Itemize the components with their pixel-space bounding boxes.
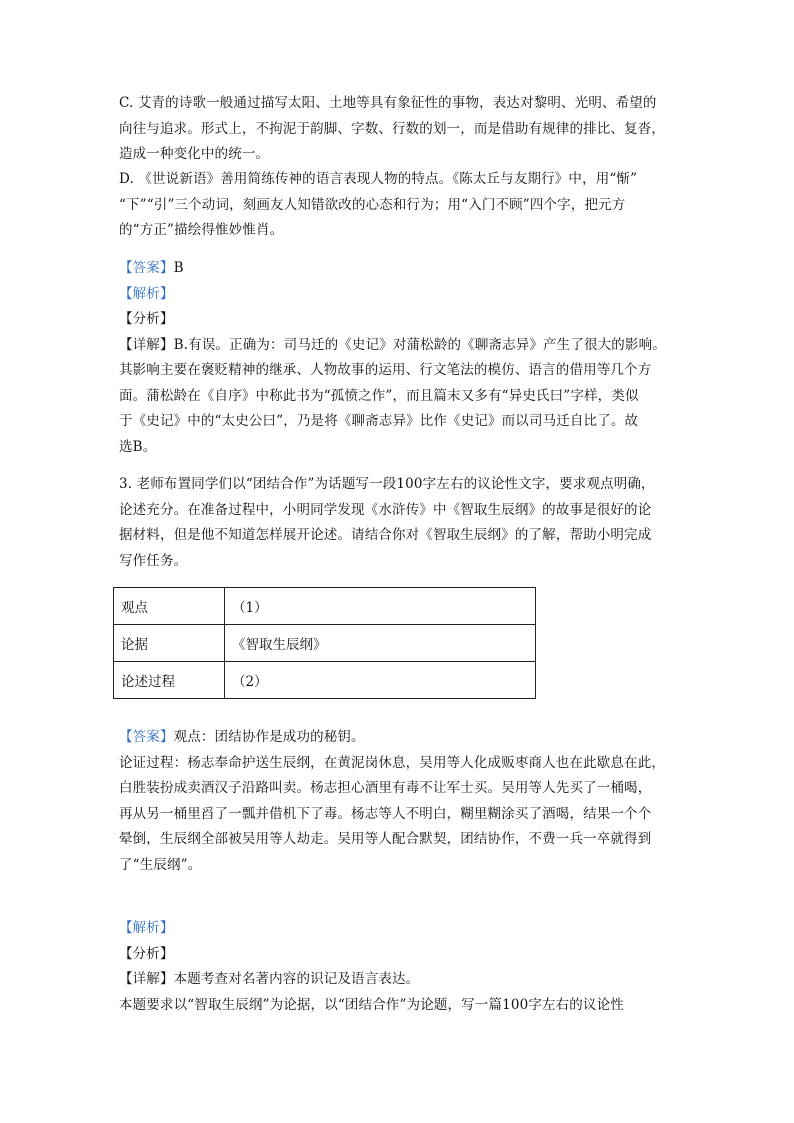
table-row <box>114 662 536 699</box>
text-line: 本题要求以“智取生辰纲”为论据，以“团结合作”为论题，写一篇100字左右的议论性 <box>119 996 624 1013</box>
fenxi-line <box>119 942 679 968</box>
xiangjie-text: 本题考查对名著内容的识记及语言表达。 <box>173 971 420 987</box>
text-line: 了“生辰纲”。 <box>119 856 202 873</box>
xiangjie-line <box>119 967 679 993</box>
text-line: 论证过程：杨志奉命护送生辰纲，在黄泥岗休息，吴用等人化成贩枣商人也在此歇息在此， <box>119 754 665 771</box>
text-line: 面。蒲松龄在《自序》中称此书为“孤愤之作”，而且篇末又多有“异史氏曰”字样，类似 <box>119 387 639 404</box>
answer-tag: 【答案】 <box>119 729 174 745</box>
fenxi-line <box>119 307 679 333</box>
text-line: C. 艾青的诗歌一般通过描写太阳、土地等具有象征性的事物，表达对黎明、光明、希望的 <box>119 95 657 111</box>
question-3 <box>119 472 679 574</box>
table-cell-value: 《智取生辰纲》 <box>225 625 536 662</box>
answer-line <box>119 256 679 282</box>
jiexi-line <box>119 282 679 308</box>
answer-3 <box>119 725 679 878</box>
fenxi-tag: 【分析】 <box>119 311 174 327</box>
text-line: 选B。 <box>119 438 157 455</box>
analysis-3 <box>119 916 679 1018</box>
answer-2 <box>119 256 679 460</box>
option-d <box>119 167 679 244</box>
xiangjie-line <box>119 333 679 359</box>
table-row <box>114 588 536 625</box>
table-cell-label: 论述过程 <box>114 662 225 699</box>
text-line: 3. 老师布置同学们以“团结合作”为话题写一段100字左右的议论性文字，要求观点明确， <box>119 476 655 492</box>
text-line: 晕倒，生辰纲全部被吴用等人劫走。吴用等人配合默契，团结协作，不费一兵一卒就得到 <box>119 831 652 847</box>
text-line: 写作任务。 <box>119 552 188 569</box>
text-line: 论述充分。在准备过程中，小明同学发现《水浒传》中《智取生辰纲》的故事是很好的论 <box>119 501 652 518</box>
text-line: 向往与追求。形式上，不拘泥于韵脚、字数、行数的划一，而是借助有规律的排比、复沓， <box>119 120 665 137</box>
answer-value: B <box>173 260 184 276</box>
answer-line <box>119 725 679 751</box>
task-table <box>113 587 536 699</box>
text-line: 造成一种变化中的统一。 <box>119 146 270 162</box>
table-row <box>114 625 536 662</box>
answer-tag: 【答案】 <box>119 260 174 276</box>
table-cell-label: 论据 <box>114 625 225 662</box>
table-cell-value: （2） <box>225 662 536 699</box>
text-line: “下”“引”三个动词，刻画友人知错欲改的心态和行为；用“入门不顾”四个字，把元方 <box>119 196 626 213</box>
text-line: D. 《世说新语》善用简练传神的语言表现人物的特点。《陈太丘与友期行》中，用“惭” <box>119 171 638 187</box>
xiangjie-tag: 【详解】 <box>119 971 174 987</box>
answer-text: 观点：团结协作是成功的秘钥。 <box>173 729 365 745</box>
text-line: 再从另一桶里舀了一瓢并借机下了毒。杨志等人不明白，糊里糊涂买了酒喝，结果一个个 <box>119 805 652 822</box>
option-c <box>119 91 679 168</box>
text-line: 的“方正”描绘得惟妙惟肖。 <box>119 222 284 238</box>
table-cell-label: 观点 <box>114 588 225 625</box>
fenxi-tag: 【分析】 <box>119 945 174 962</box>
text-line: 其影响主要在褒贬精神的继承、人物故事的运用、行文笔法的模仿、语言的借用等几个方 <box>119 362 652 378</box>
table-cell-value: （1） <box>225 588 536 625</box>
text-line: 白胜装扮成卖酒汉子沿路叫卖。杨志担心酒里有毒不让军士买。吴用等人先买了一桶喝， <box>119 780 652 796</box>
text-line: 于《史记》中的“太史公曰”，乃是将《聊斋志异》比作《史记》而以司马迁自比了。故 <box>119 413 639 429</box>
jiexi-tag: 【解析】 <box>119 920 174 936</box>
jiexi-tag: 【解析】 <box>119 285 174 302</box>
text-line: 据材料，但是他不知道怎样展开论述。请结合你对《智取生辰纲》的了解，帮助小明完成 <box>119 527 652 543</box>
jiexi-line <box>119 916 679 942</box>
xiangjie-tag: 【详解】 <box>119 336 174 353</box>
xiangjie-text: B.有误。正确为：司马迁的《史记》对蒲松龄的《聊斋志异》产生了很大的影响。 <box>173 336 666 353</box>
